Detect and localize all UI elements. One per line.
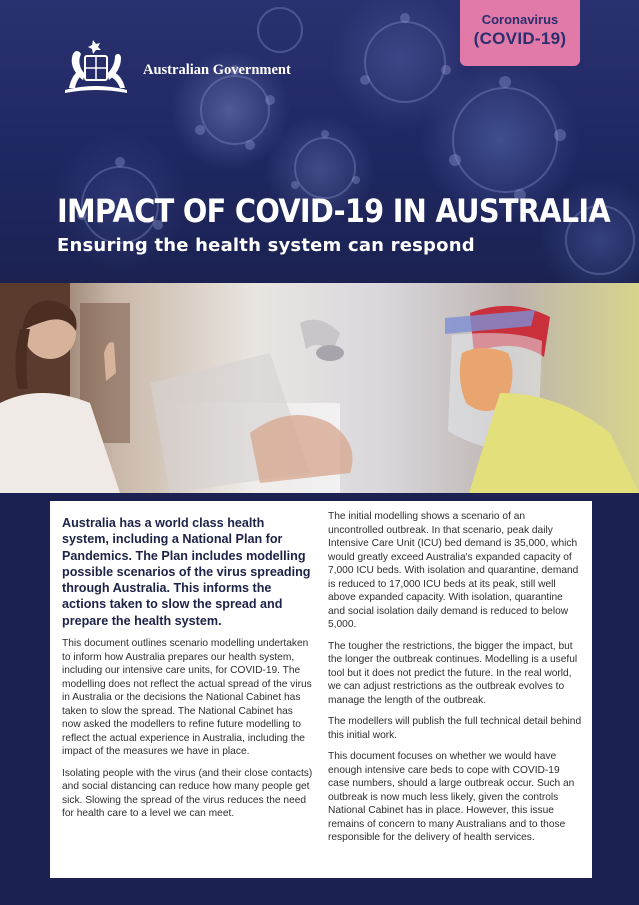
photo-illustration [0, 283, 639, 493]
hero-banner [0, 0, 639, 290]
body-paragraph: The initial modelling shows a scenario of an uncontrolled outbreak. In that scenario, peak daily Intensive Care Unit (ICU) bed demand is 35,000, which would greatly exceed Australia's expanded capacity of 7,000 ICU beds. With isolation and quarantine, demand is reduced to 17,000 ICU beds at its peak, still well above expanded capacity. With isolation, quarantine and social isolation daily demand is reduced to below 5,000. [328, 511, 579, 630]
body-paragraph: Isolating people with the virus (and their close contacts) and social distancing can reduce how many people get sick. Slowing the spread of the virus reduces the need for health care to a level we can meet. [62, 767, 313, 820]
body-paragraph: This document focuses on whether we would have enough intensive care beds to cope with COVID-19 case numbers, should a large outbreak occur. Such an outbreak is now much less likely, given the controls National Cabinet has in place. However, this issue remains of concern to many Australians and to those responsible for the delivery of health services. [328, 751, 575, 843]
government-logo [55, 36, 291, 96]
coronavirus-badge [460, 0, 580, 66]
coat-of-arms-icon [55, 36, 137, 96]
page-title: IMPACT OF COVID-19 IN AUSTRALIA [57, 192, 610, 230]
badge-line-1: Coronavirus [481, 12, 559, 27]
healthcare-photo-collage [0, 283, 639, 493]
right-column [328, 501, 582, 845]
badge-line-2: (COVID-19) [473, 29, 567, 48]
left-column [62, 501, 314, 821]
body-paragraph: The tougher the restrictions, the bigger the impact, but the longer the outbreak continues. Modelling is a useful tool but it does not predict the future. In the real world, we can adjust restrictions as the outbreak evolves to manage the length of the outbreak. [328, 640, 578, 706]
intro-paragraph: Australia has a world class health system, including a National Plan for Pandemics. The Plan includes modelling possible scenarios of the virus spreading through Australia. This informs the actions taken to slow the spread and prepare the health system. [62, 516, 311, 628]
content-card [50, 501, 592, 878]
government-name: Australian Government [143, 61, 291, 78]
page-subtitle: Ensuring the health system can respond [57, 235, 475, 256]
body-paragraph: The modellers will publish the full technical detail behind this initial work. [328, 716, 582, 741]
body-paragraph: This document outlines scenario modelling undertaken to inform how Australia prepares our health system, including our intensive care units, for COVID-19. The modelling does not reflect the actual spread of the virus in Australia or the decisions the National Cabinet has taken to slow the spread. The National Cabinet has now asked the modellers to refine future modelling to reflect the actual experience in Australia, including the impact of the measures we have in place. [62, 638, 312, 758]
